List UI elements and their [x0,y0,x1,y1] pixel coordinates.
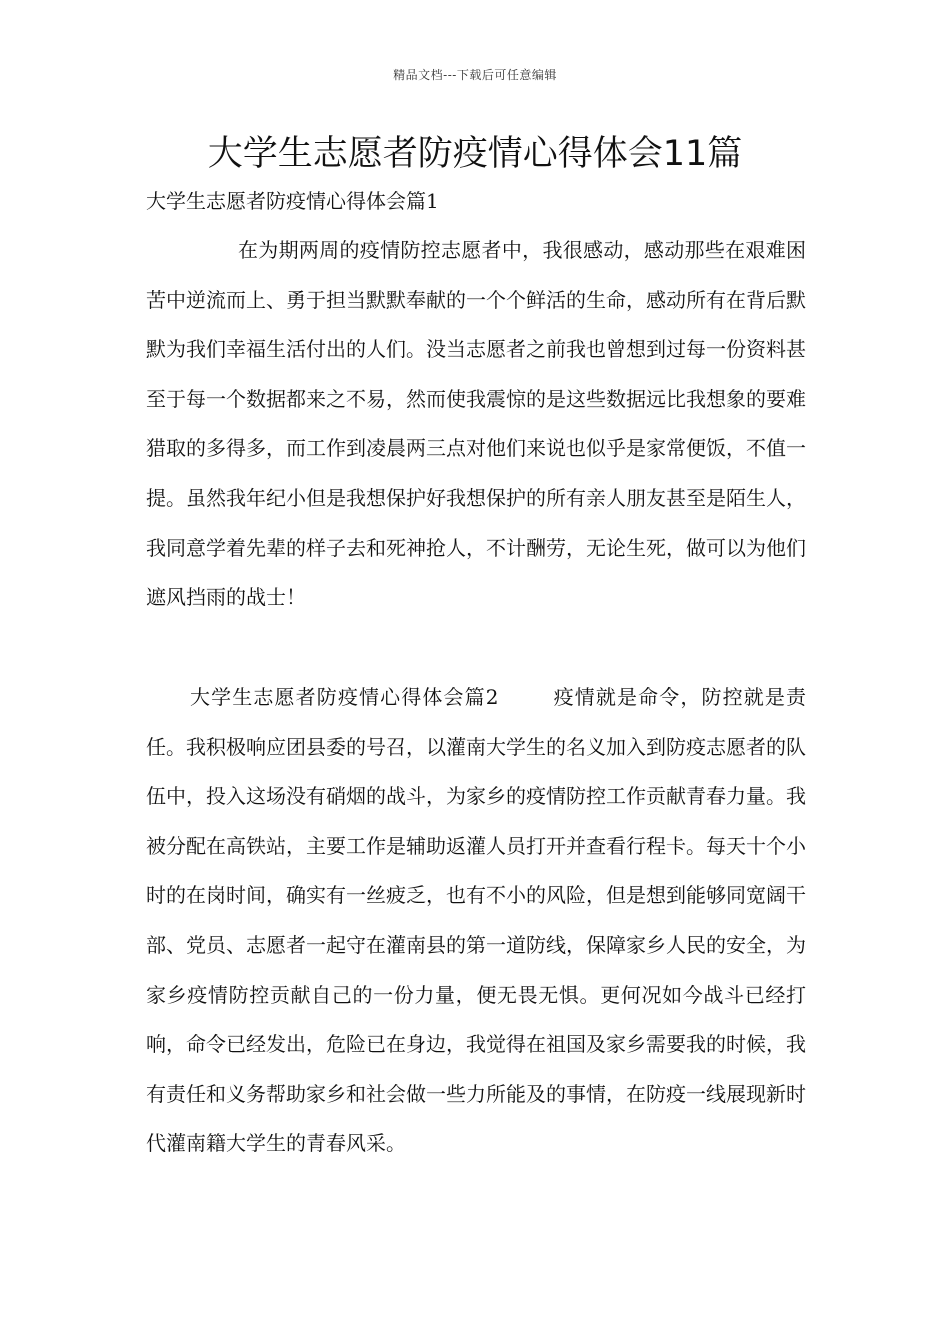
document-title: 大学生志愿者防疫情心得体会11篇 [207,134,743,174]
header-note: 精品文档---下载后可任意编辑 [393,68,557,82]
section-2-text: 疫情就是命令，防控就是责任。我积极响应团县委的号召，以灌南大学生的名义加入到防疫志愿者的队伍中，投入这场没有硝烟的战斗，为家乡的疫情防控工作贡献青春力量。我被分配在高铁站，主要工作是辅助返灌人员打开并查看行程卡。每天十个小时的在岗时间，确实有一丝疲乏，也有不小的风险，但是想到能够同宽阔干部、党员、志愿者一起守在灌南县的第一道防线，保障家乡人民的安全，为家乡疫情防控贡献自己的一份力量，便无畏无惧。更何况如今战斗已经打响，命令已经发出，危险已在身边，我觉得在祖国及家乡需要我的时候，我有责任和义务帮助家乡和社会做一些力所能及的事情，在防疫一线展现新时代灌南籍大学生的青春风采。 [146,685,806,1156]
section-1-heading: 大学生志愿者防疫情心得体会篇1 [146,189,439,213]
section-2-heading: 大学生志愿者防疫情心得体会篇2 [190,685,499,709]
section-1-paragraph: 在为期两周的疫情防控志愿者中，我很感动，感动那些在艰难困苦中逆流而上、勇于担当默默奉献的一个个鲜活的生命，感动所有在背后默默为我们幸福生活付出的人们。没当志愿者之前我也曾想到过每一份资料甚至于每一个数据都来之不易，然而使我震惊的是这些数据远比我想象的要难猎取的多得多，而工作到凌晨两三点对他们来说也似乎是家常便饭，不值一提。虽然我年纪小但是我想保护好我想保护的所有亲人朋友甚至是陌生人，我同意学着先辈的样子去和死神抢人，不计酬劳，无论生死，做可以为他们遮风挡雨的战士！ [146,238,806,610]
section-2-paragraph [146,673,806,1169]
